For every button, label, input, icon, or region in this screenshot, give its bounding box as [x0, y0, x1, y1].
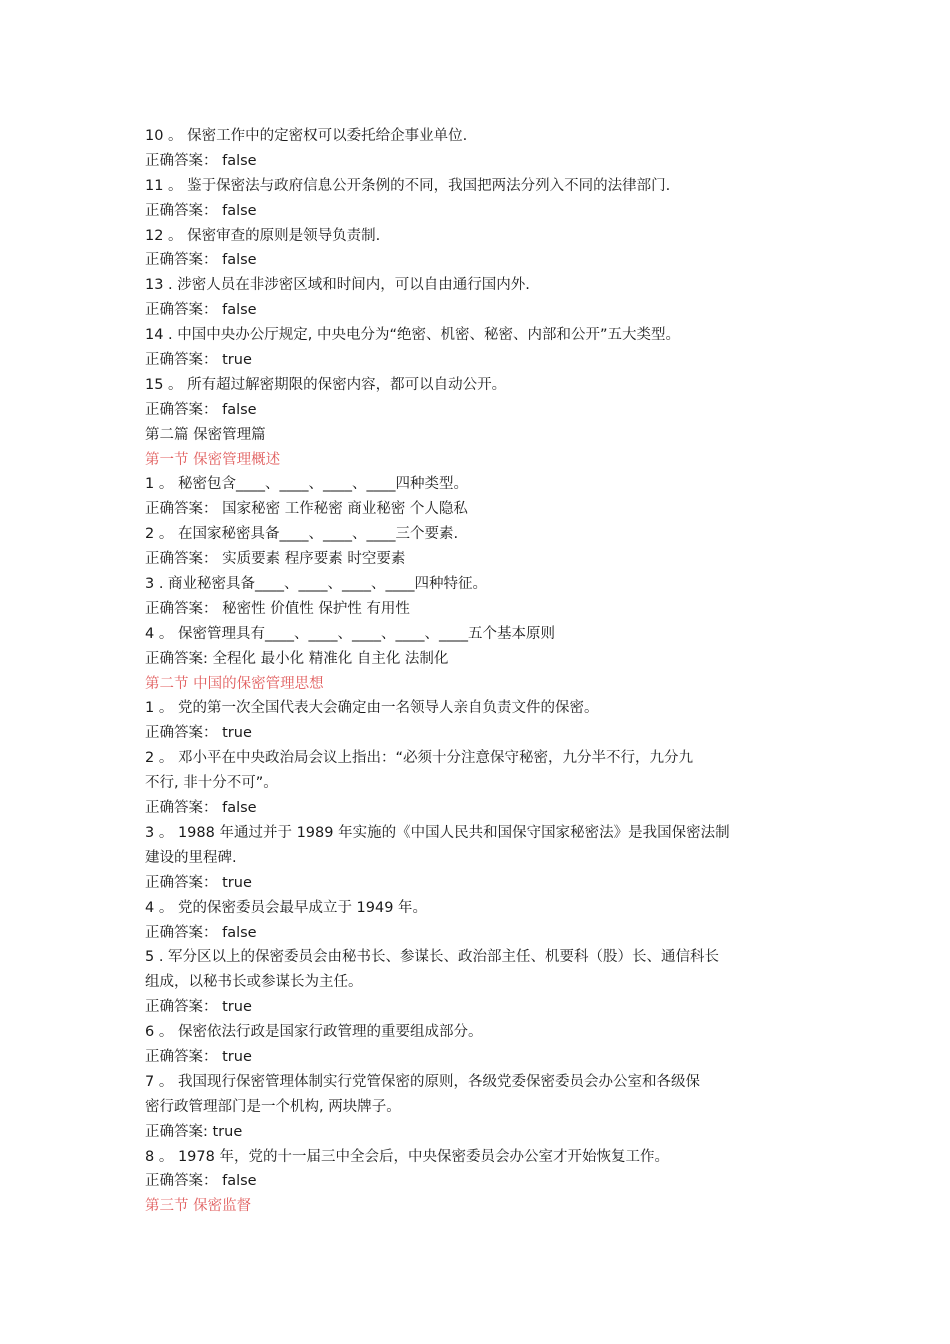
- question-line-part2: 建设的里程碑.: [145, 849, 237, 866]
- answer-line: 正确答案： false: [145, 924, 257, 941]
- answer-line: 正确答案： true: [145, 1048, 252, 1065]
- question-line: 10 。 保密工作中的定密权可以委托给企事业单位.: [145, 128, 468, 144]
- question-line-part1: 2 。 邓小平在中央政治局会议上指出：“必须十分注意保守秘密，九分半不行，九分九: [145, 750, 693, 767]
- question-line-part1: 7 。 我国现行保密管理体制实行党管保密的原则，各级党委保密委员会办公室和各级保: [145, 1073, 700, 1090]
- answer-line: 正确答案： 秘密性 价值性 保护性 有用性: [145, 600, 410, 617]
- answer-line: 正确答案： 国家秘密 工作秘密 商业秘密 个人隐私: [145, 501, 468, 518]
- document-body: [145, 124, 825, 1219]
- question-line: 4 。 党的保密委员会最早成立于 1949 年。: [145, 899, 428, 916]
- answer-line: 正确答案： false: [145, 302, 257, 319]
- question-line: 12 。 保密审查的原则是领导负责制.: [145, 227, 381, 244]
- answer-line: 正确答案: true: [145, 1123, 243, 1140]
- question-line-part2: 密行政管理部门是一个机构, 两块牌子。: [145, 1098, 401, 1115]
- answer-line: 正确答案： false: [145, 202, 257, 219]
- answer-line: 正确答案: 全程化 最小化 精准化 自主化 法制化: [145, 650, 449, 667]
- question-line: 11 。 鉴于保密法与政府信息公开条例的不同，我国把两法分列入不同的法律部门.: [145, 177, 671, 194]
- question-line: 13 . 涉密人员在非涉密区域和时间内，可以自由通行国内外.: [145, 277, 530, 294]
- question-line-part1: 5 . 军分区以上的保密委员会由秘书长、参谋长、政治部主任、机要科（股）长、通信科长: [145, 949, 720, 966]
- question-line: 3 . 商业秘密具备____、____、____、____四种特征。: [145, 576, 488, 593]
- answer-line: 正确答案： true: [145, 999, 252, 1016]
- question-line: 8 。 1978 年，党的十一届三中全会后，中央保密委员会办公室才开始恢复工作。: [145, 1148, 669, 1165]
- section-heading: 第一节 保密管理概述: [145, 451, 281, 468]
- question-line: 1 。 党的第一次全国代表大会确定由一名领导人亲自负责文件的保密。: [145, 700, 599, 717]
- answer-line: 正确答案： false: [145, 252, 257, 269]
- part-heading: 第二篇 保密管理篇: [145, 426, 266, 443]
- section-heading: 第三节 保密监督: [145, 1198, 252, 1215]
- question-line-part1: 3 。 1988 年通过并于 1989 年实施的《中国人民共和国保守国家秘密法》是我国保密法制: [145, 824, 730, 841]
- question-line-part2: 组成，以秘书长或参谋长为主任。: [145, 974, 363, 991]
- answer-line: 正确答案： true: [145, 725, 252, 742]
- answer-line: 正确答案： 实质要素 程序要素 时空要素: [145, 551, 406, 568]
- question-line-part2: 不行, 非十分不可”。: [145, 775, 278, 792]
- question-line: 4 。 保密管理具有____、____、____、____、____五个基本原则: [145, 625, 555, 642]
- question-line: 14 . 中国中央办公厅规定, 中央电分为“绝密、机密、秘密、内部和公开”五大类型。: [145, 327, 681, 344]
- answer-line: 正确答案： true: [145, 352, 252, 369]
- answer-line: 正确答案： false: [145, 800, 257, 817]
- question-line: 1 。 秘密包含____、____、____、____四种类型。: [145, 476, 468, 493]
- answer-line: 正确答案： false: [145, 401, 257, 418]
- question-line: 6 。 保密依法行政是国家行政管理的重要组成部分。: [145, 1024, 483, 1041]
- answer-line: 正确答案： false: [145, 1173, 257, 1190]
- question-line: 2 。 在国家秘密具备____、____、____三个要素.: [145, 526, 459, 543]
- answer-line: 正确答案： false: [145, 152, 257, 169]
- question-line: 15 。 所有超过解密期限的保密内容，都可以自动公开。: [145, 376, 507, 393]
- answer-line: 正确答案： true: [145, 874, 252, 891]
- section-heading: 第二节 中国的保密管理思想: [145, 675, 324, 692]
